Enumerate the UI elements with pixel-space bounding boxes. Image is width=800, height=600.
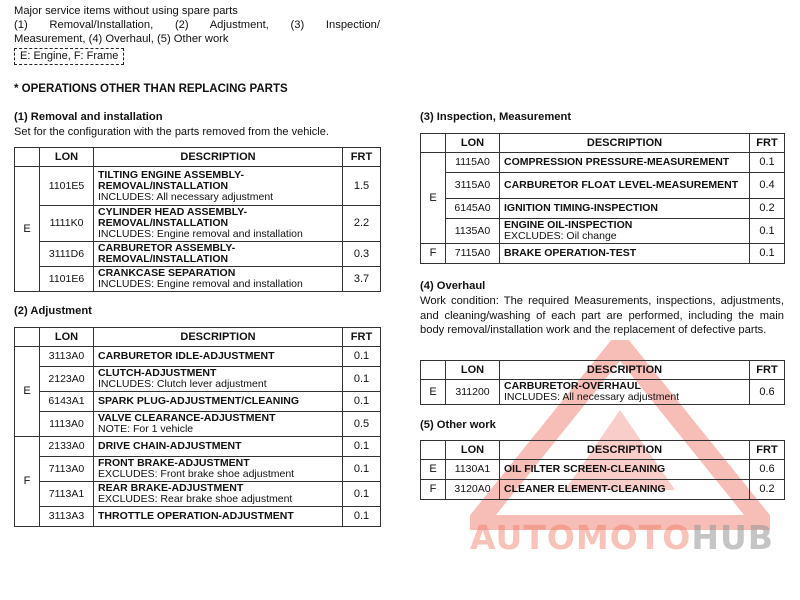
description-cell: [94, 457, 343, 482]
frt-cell: 0.3: [343, 242, 381, 267]
overhaul-table: [420, 360, 785, 405]
frt-cell: 0.1: [750, 244, 785, 264]
frt-cell: 0.1: [750, 219, 785, 244]
group-cell: E: [421, 380, 446, 405]
lon-cell: 1135A0: [446, 219, 500, 244]
adjustment-table: [14, 327, 381, 527]
frt-cell: 3.7: [343, 267, 381, 292]
item-title: CARBURETOR IDLE-ADJUSTMENT: [98, 350, 275, 362]
lon-cell: 7115A0: [446, 244, 500, 264]
overhaul-desc: Work condition: The required Measurements, inspections, adjustments, and cleaning/washing of each part are performed, including the main body removal/installation work and the replacement of defective parts.: [420, 295, 784, 336]
table-row: [421, 219, 785, 244]
lon-cell: 2123A0: [40, 367, 94, 392]
header-lon: LON: [40, 328, 94, 347]
item-note: NOTE: For 1 vehicle: [98, 423, 194, 435]
description-cell: [500, 219, 750, 244]
table-row: [421, 380, 785, 405]
description-cell: [94, 392, 343, 412]
item-title: ENGINE OIL-INSPECTION: [504, 219, 633, 231]
frt-cell: 0.5: [343, 412, 381, 437]
removal-desc: Set for the configuration with the parts removed from the vehicle.: [14, 126, 329, 138]
item-title: THROTTLE OPERATION-ADJUSTMENT: [98, 510, 294, 522]
table-header-row: [15, 328, 381, 347]
table-row: [15, 242, 381, 267]
intro-text: [14, 4, 380, 65]
item-title: IGNITION TIMING-INSPECTION: [504, 202, 658, 214]
table-row: [421, 153, 785, 173]
description-cell: [500, 480, 750, 500]
description-cell: [94, 242, 343, 267]
watermark-logo: [470, 518, 774, 557]
description-cell: [94, 347, 343, 367]
table-row: [15, 437, 381, 457]
lon-cell: 1101E5: [40, 167, 94, 206]
header-description: DESCRIPTION: [94, 328, 343, 347]
header-frt: FRT: [343, 148, 381, 167]
table-header-row: [421, 134, 785, 153]
item-note: INCLUDES: All necessary adjustment: [98, 190, 274, 203]
item-title: CARBURETOR-OVERHAUL: [504, 380, 641, 392]
description-cell: [94, 412, 343, 437]
lon-cell: 1115A0: [446, 153, 500, 173]
adjustment-title: (2) Adjustment: [14, 305, 92, 317]
item-title: CLEANER ELEMENT-CLEANING: [504, 483, 666, 495]
lon-cell: 1101E6: [40, 267, 94, 292]
inspection-title: (3) Inspection, Measurement: [420, 111, 572, 123]
table-row: [421, 460, 785, 480]
item-title: CLUTCH-ADJUSTMENT: [98, 367, 217, 379]
watermark-part-2: HUB: [691, 518, 774, 557]
table-row: [15, 367, 381, 392]
item-note: INCLUDES: Engine removal and installation: [98, 228, 303, 240]
description-cell: [94, 267, 343, 292]
table-row: [421, 173, 785, 199]
group-cell: E: [421, 153, 446, 244]
header-description: DESCRIPTION: [500, 134, 750, 153]
description-cell: [94, 367, 343, 392]
removal-title: (1) Removal and installation: [14, 111, 163, 123]
item-title: FRONT BRAKE-ADJUSTMENT: [98, 457, 250, 469]
description-cell: [94, 507, 343, 527]
description-cell: [500, 173, 750, 199]
frt-cell: 0.2: [750, 199, 785, 219]
lon-cell: 1130A1: [446, 460, 500, 480]
item-title: BRAKE OPERATION-TEST: [504, 247, 637, 259]
item-title: CYLINDER HEAD ASSEMBLY-REMOVAL/INSTALLATION: [98, 206, 248, 229]
header-lon: LON: [446, 361, 500, 380]
table-row: [15, 267, 381, 292]
frt-cell: 0.6: [750, 460, 785, 480]
lon-cell: 3120A0: [446, 480, 500, 500]
header-lon: LON: [446, 134, 500, 153]
item-note: EXCLUDES: Front brake shoe adjustment: [98, 468, 295, 480]
header-frt: FRT: [343, 328, 381, 347]
frt-cell: 0.2: [750, 480, 785, 500]
overhaul-title: (4) Overhaul: [420, 280, 486, 292]
description-cell: [94, 437, 343, 457]
item-title: CARBURETOR FLOAT LEVEL-MEASUREMENT: [504, 179, 739, 191]
header-lon: LON: [40, 148, 94, 167]
header-description: DESCRIPTION: [500, 361, 750, 380]
frt-cell: 0.6: [750, 380, 785, 405]
header-lon: LON: [446, 441, 500, 460]
frt-cell: 0.1: [343, 482, 381, 507]
frt-cell: 0.1: [343, 347, 381, 367]
lon-cell: 6145A0: [446, 199, 500, 219]
item-title: DRIVE CHAIN-ADJUSTMENT: [98, 440, 242, 452]
table-row: [15, 482, 381, 507]
lon-cell: 1113A0: [40, 412, 94, 437]
table-row: [421, 244, 785, 264]
item-note: INCLUDES: All necessary adjustment: [504, 391, 680, 403]
header-frt: FRT: [750, 134, 785, 153]
item-title: SPARK PLUG-ADJUSTMENT/CLEANING: [98, 395, 300, 407]
table-row: [15, 347, 381, 367]
lon-cell: 3113A0: [40, 347, 94, 367]
header-description: DESCRIPTION: [94, 148, 343, 167]
intro-line-3: Measurement, (4) Overhaul, (5) Other work: [14, 33, 229, 45]
table-row: [15, 206, 381, 242]
lon-cell: 311200: [446, 380, 500, 405]
description-cell: [500, 199, 750, 219]
watermark-part-1: AUTOMOTO: [470, 518, 692, 557]
frt-cell: 0.4: [750, 173, 785, 199]
description-cell: [500, 153, 750, 173]
table-row: [15, 167, 381, 206]
group-cell: F: [421, 244, 446, 264]
item-note: EXCLUDES: Rear brake shoe adjustment: [98, 493, 293, 505]
header-frt: FRT: [750, 441, 785, 460]
frt-cell: 0.1: [343, 507, 381, 527]
frt-cell: 0.1: [343, 437, 381, 457]
removal-table: [14, 147, 381, 292]
group-cell: E: [15, 167, 40, 292]
item-title: OIL FILTER SCREEN-CLEANING: [504, 463, 666, 475]
frt-cell: 1.5: [343, 167, 381, 206]
item-title: VALVE CLEARANCE-ADJUSTMENT: [98, 412, 276, 424]
table-row: [15, 412, 381, 437]
description-cell: [500, 244, 750, 264]
item-note: INCLUDES: Clutch lever adjustment: [98, 378, 267, 390]
frt-cell: 0.1: [343, 392, 381, 412]
item-title: CARBURETOR ASSEMBLY-REMOVAL/INSTALLATION: [98, 242, 236, 265]
lon-cell: 3115A0: [446, 173, 500, 199]
lon-cell: 7113A1: [40, 482, 94, 507]
group-cell: F: [421, 480, 446, 500]
lon-cell: 3111D6: [40, 242, 94, 267]
frt-cell: 0.1: [750, 153, 785, 173]
legend-box: E: Engine, F: Frame: [14, 48, 124, 65]
description-cell: [94, 482, 343, 507]
description-cell: [94, 206, 343, 242]
item-title: REAR BRAKE-ADJUSTMENT: [98, 482, 244, 494]
description-cell: [500, 460, 750, 480]
table-row: [15, 507, 381, 527]
table-header-row: [421, 361, 785, 380]
intro-line-2: (1) Removal/Installation, (2) Adjustment, (3) Inspection/: [14, 19, 380, 31]
header-frt: FRT: [750, 361, 785, 380]
item-title: TILTING ENGINE ASSEMBLY-REMOVAL/INSTALLATION: [98, 168, 245, 192]
frt-cell: 0.1: [343, 367, 381, 392]
group-cell: E: [421, 460, 446, 480]
inspection-table: [420, 133, 785, 264]
frt-cell: 2.2: [343, 206, 381, 242]
frt-cell: 0.1: [343, 457, 381, 482]
table-row: [421, 199, 785, 219]
description-cell: [500, 380, 750, 405]
table-row: [15, 392, 381, 412]
group-cell: F: [15, 437, 40, 527]
lon-cell: 2133A0: [40, 437, 94, 457]
other-title: (5) Other work: [420, 419, 496, 431]
table-row: [15, 457, 381, 482]
item-title: COMPRESSION PRESSURE-MEASUREMENT: [504, 156, 730, 168]
group-cell: E: [15, 347, 40, 437]
description-cell: [94, 167, 343, 206]
lon-cell: 1111K0: [40, 206, 94, 242]
other-table: [420, 440, 785, 500]
table-row: [421, 480, 785, 500]
header-description: DESCRIPTION: [500, 441, 750, 460]
item-title: CRANKCASE SEPARATION: [98, 267, 236, 279]
lon-cell: 6143A1: [40, 392, 94, 412]
table-header-row: [421, 441, 785, 460]
lon-cell: 3113A3: [40, 507, 94, 527]
item-note: INCLUDES: Engine removal and installation: [98, 278, 303, 290]
lon-cell: 7113A0: [40, 457, 94, 482]
item-note: EXCLUDES: Oil change: [504, 230, 617, 242]
table-header-row: [15, 148, 381, 167]
main-heading: * OPERATIONS OTHER THAN REPLACING PARTS: [14, 83, 288, 95]
intro-line-1: Major service items without using spare parts: [14, 5, 238, 17]
